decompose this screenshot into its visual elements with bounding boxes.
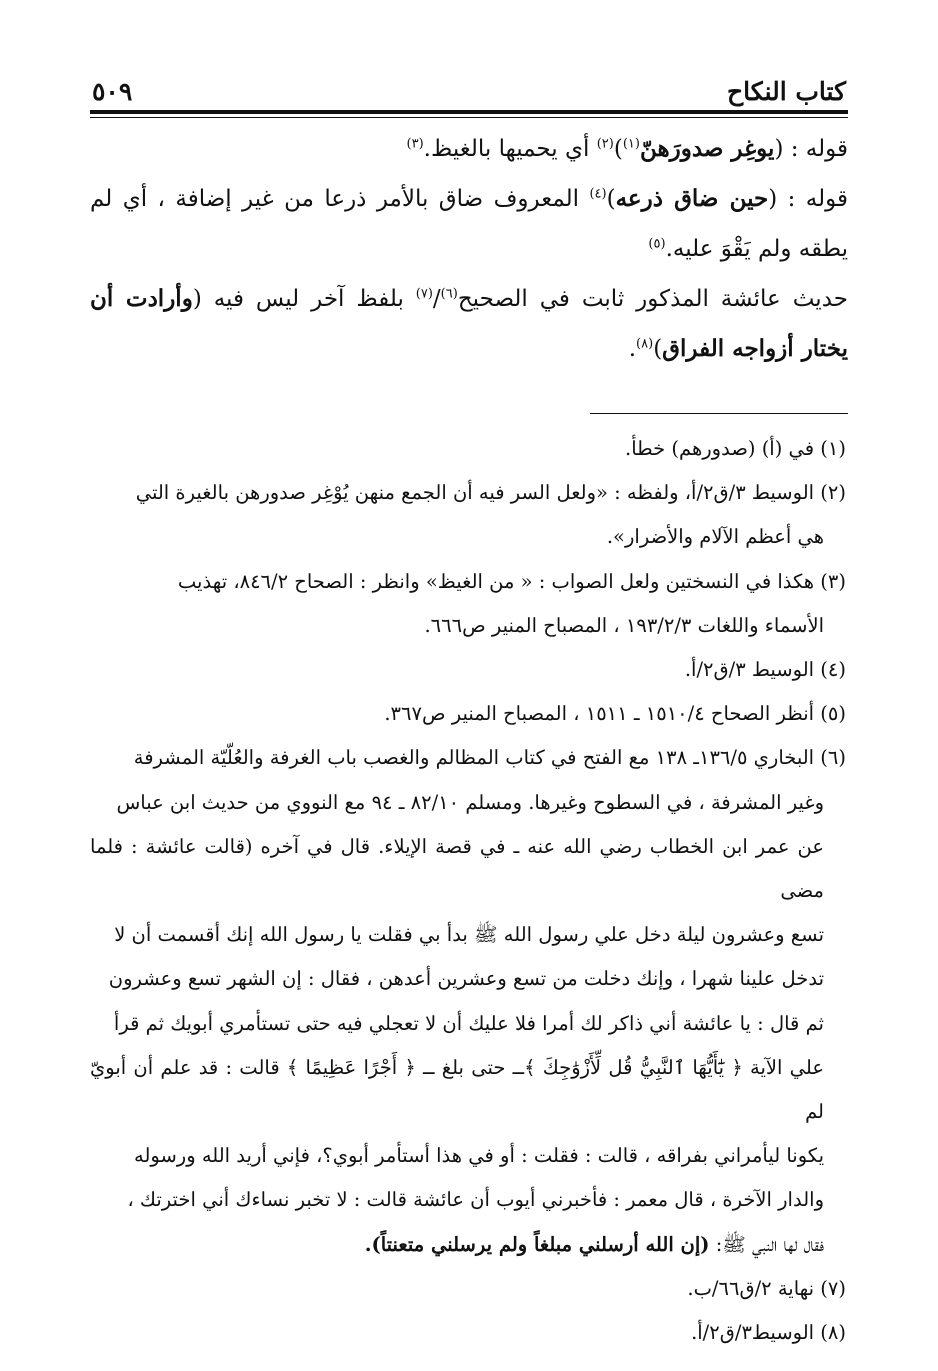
footnote-continuation: هي أعظم الآلام والأضرار». — [606, 525, 824, 549]
footnote-continuation: يكونا ليأمراني بفراقه ، قالت : فقلت : أو في هذا أستأمر أبوي؟، فإني أريد الله ورسوله — [133, 1144, 824, 1168]
text-run: ) — [606, 186, 616, 212]
footnote-continuation: تدخل علينا شهرا ، وإنك دخلت من تسع وعشرين أعدهن ، فقال : إن الشهر تسع وعشرون — [108, 967, 824, 991]
footnote-number: (٧) — [820, 1276, 846, 1300]
footnote-text: أنظر الصحاح ١٥١٠/٤ ـ ١٥١١ ، المصباح المنير ص٣٦٧. — [384, 702, 821, 726]
footnote-4 — [90, 648, 846, 692]
footnote-text: الوسيط ٣/ق٢/أ. — [684, 658, 821, 682]
footnote-7 — [90, 1267, 846, 1311]
footnote-text: فقال لها النبي ﷺ: — [709, 1232, 824, 1256]
footnote-ref: (٧) — [415, 286, 433, 302]
quoted-phrase: حين ضاق ذرعه — [615, 185, 769, 212]
paragraph-1 — [90, 124, 848, 174]
footnote-3 — [90, 560, 846, 648]
hadith-quote: (إن الله أرسلني مبلغاً ولم يرسلني متعنتاً). — [364, 1232, 710, 1256]
footnote-6 — [90, 736, 846, 1266]
text-run: حديث عائشة المذكور ثابت في الصحيح — [457, 286, 848, 312]
footnote-continuation: وغير المشرفة ، في السطوح وغيرها. ومسلم ٨٢/١٠ ـ ٩٤ مع النووي من حديث ابن عباس — [116, 790, 824, 814]
text-run: ) — [613, 136, 623, 162]
footnote-continuation: عن عمر ابن الخطاب رضي الله عنه ـ في قصة الإيلاء. قال في آخره (قالت عائشة : فلما مضى — [90, 834, 824, 903]
footnote-text: البخاري ١٣٦/٥ـ ١٣٨ مع الفتح في كتاب المظالم والغصب باب الغرفة والعُلّيّة المشرفة — [133, 746, 821, 770]
page-number: ٥٠٩ — [92, 77, 133, 106]
footnote-continuation-last — [90, 1223, 846, 1267]
footnote-number: (٨) — [820, 1321, 846, 1345]
book-title: كتاب النكاح — [727, 77, 846, 106]
text-run: / — [432, 286, 441, 312]
header-rule-thick — [90, 110, 848, 114]
footnote-continuation: ثم قال : يا عائشة أني ذاكر لك أمرا فلا عليك أن لا تعجلي فيه حتى تستأمري أبويك ثم قرأ — [113, 1011, 824, 1035]
footnote-text: هكذا في النسختين ولعل الصواب : « من الغيظ» وانظر : الصحاح ٨٤٦/٢، تهذيب — [177, 569, 821, 593]
footnote-text: نهاية ٢/ق٦٦/ب. — [687, 1276, 821, 1300]
text-run: أي يحميها بالغيظ. — [423, 136, 597, 162]
main-text — [90, 124, 848, 374]
footnote-separator — [590, 413, 848, 414]
header-rule-thin — [90, 117, 848, 118]
footnote-8 — [90, 1311, 846, 1355]
paragraph-2 — [90, 174, 848, 274]
footnote-ref: (١) — [622, 136, 640, 152]
quoted-phrase: يوغِر صدورَهنّ — [639, 135, 775, 162]
footnote-2 — [90, 471, 846, 559]
footnote-number: (٤) — [820, 658, 846, 682]
footnote-number: (٥) — [820, 702, 846, 726]
footnotes — [90, 427, 846, 1355]
footnote-text: الوسيط٣/ق٢/أ. — [691, 1321, 821, 1345]
footnote-5 — [90, 692, 846, 736]
text-run: . — [628, 336, 637, 362]
footnote-1 — [90, 427, 846, 471]
paragraph-3 — [90, 274, 848, 374]
text-run: ) — [653, 336, 663, 362]
footnote-ref: (٦) — [440, 286, 458, 302]
footnote-number: (١) — [820, 437, 846, 460]
footnote-number: (٣) — [820, 569, 846, 593]
footnote-ref: (٤) — [589, 186, 607, 202]
footnote-number: (٢) — [820, 481, 846, 505]
footnote-text: الوسيط ٣/ق٢/أ، ولفظه : «ولعل السر فيه أن الجمع منهن يُوْغِر صدورهن بالغيرة التي — [135, 481, 821, 505]
footnote-ref: (٢) — [596, 136, 614, 152]
text-run: قوله : ( — [768, 186, 848, 212]
footnote-ref: (٥) — [648, 236, 666, 252]
running-header — [92, 62, 846, 106]
text-run: قوله : ( — [774, 136, 848, 162]
footnote-continuation: تسع وعشرون ليلة دخل علي رسول الله ﷺ بدأ بي فقلت يا رسول الله إنك أقسمت أن لا — [114, 923, 824, 947]
text-run: المعروف ضاق بالأمر ذرعا من غير إضافة ، أي لم يطقه ولم يَقْوَ عليه. — [90, 186, 848, 262]
footnote-continuation: الأسماء واللغات ١٩٣/٢/٣ ، المصباح المنير ص٦٦٦. — [424, 613, 824, 637]
footnote-continuation: والدار الآخرة ، قال معمر : فأخبرني أيوب أن عائشة قالت : لا تخبر نساءك أني اخترتك ، — [127, 1188, 824, 1212]
footnote-ref: (٣) — [406, 136, 424, 152]
footnote-continuation: علي الآية ﴿ يَٰٓأَيُّهَا ٱلنَّبِيُّ قُل لِّأَزْوَٰجِكَ ﴾ــ حتى بلغ ــ ﴿ أَجْرًا عَظِيمًا ﴾ قالت : قد علم أن أبويّ لم — [90, 1055, 824, 1124]
footnote-number: (٦) — [820, 746, 846, 770]
quoted-phrase: وأرادت أن يختار أزواجه الفراق — [90, 285, 848, 362]
text-run: بلفظ آخر ليس فيه ( — [192, 286, 416, 312]
footnote-text: في (أ) (صدورهم) خطأ. — [625, 437, 821, 460]
footnote-ref: (٨) — [636, 336, 654, 352]
